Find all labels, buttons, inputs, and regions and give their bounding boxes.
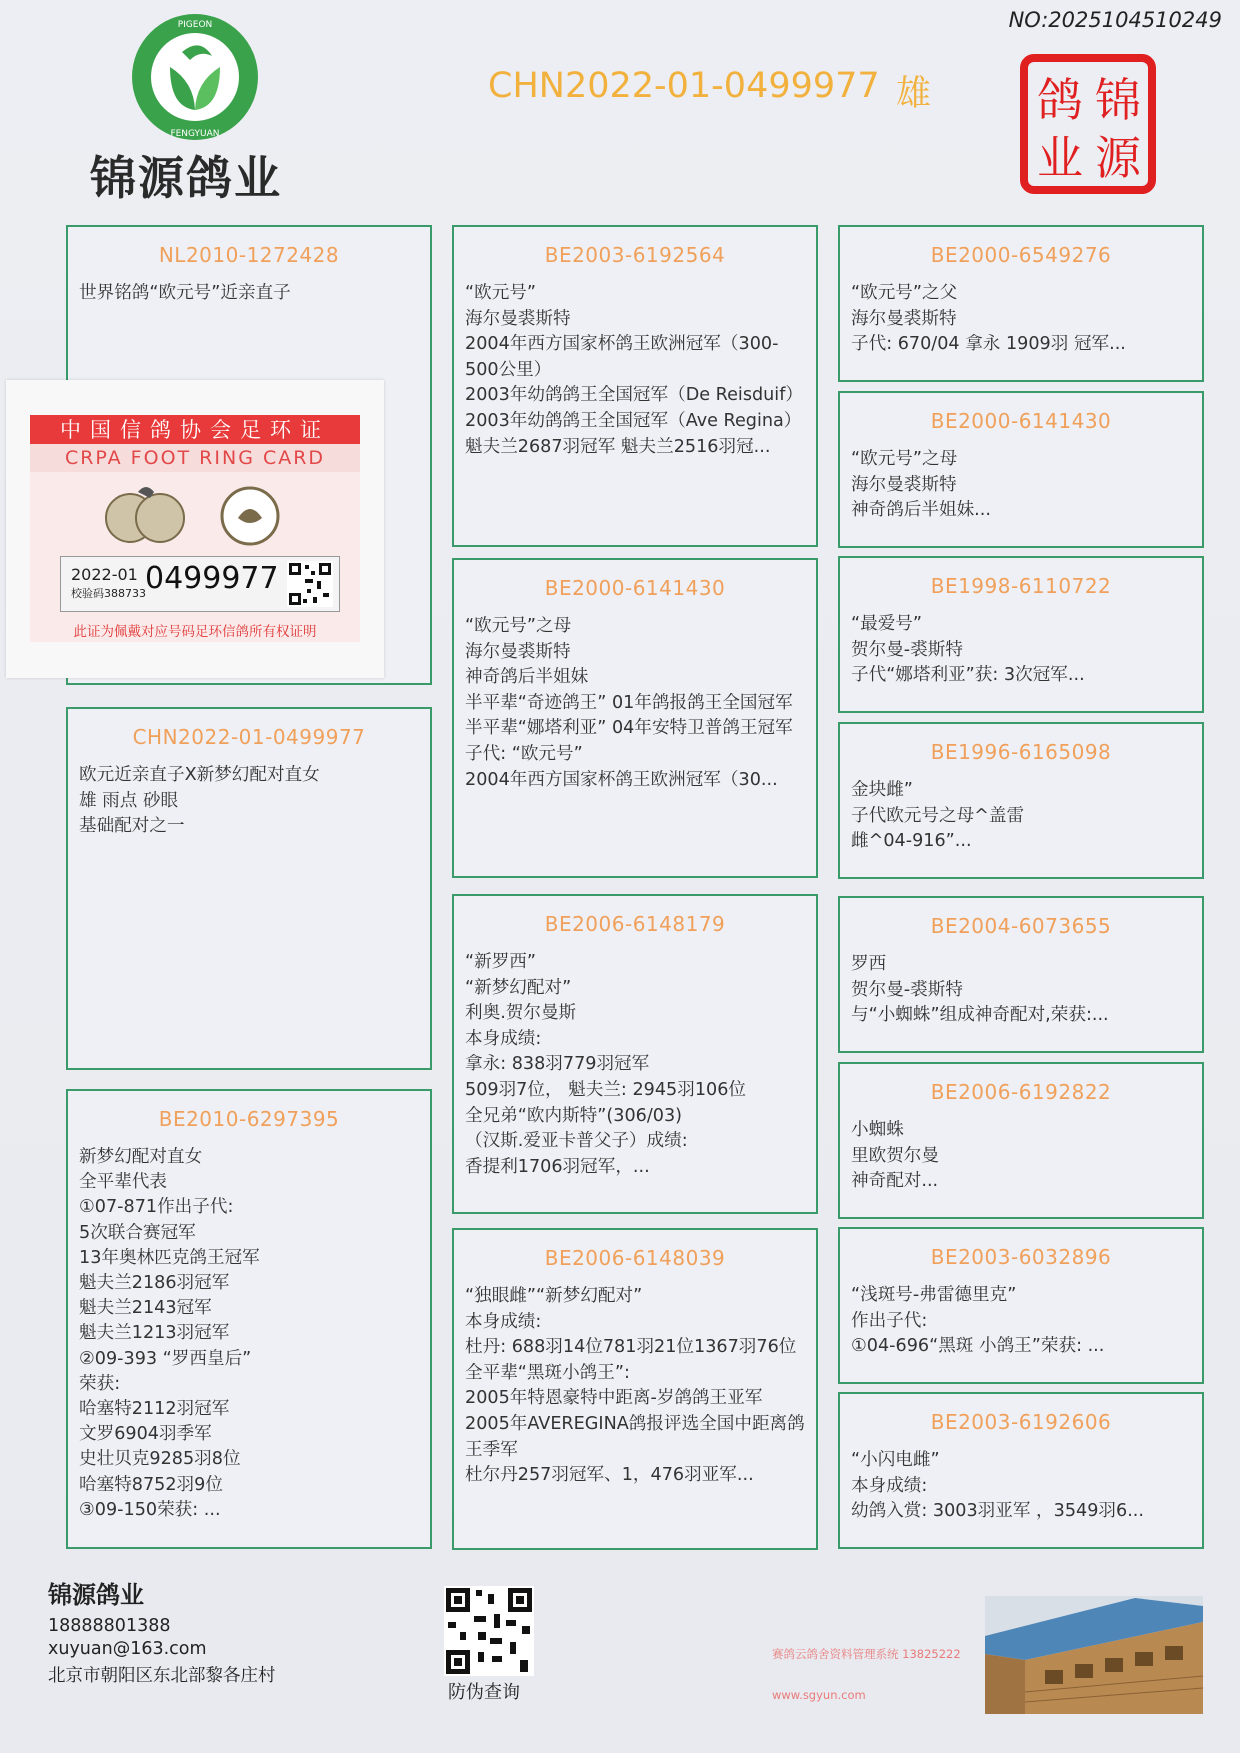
card-line: 神奇鸽后半姐妹... — [851, 500, 991, 521]
card-line: 子代: 670/04 拿永 1909羽 冠军... — [851, 334, 1126, 355]
card-ring-number: BE2003-6192606 — [930, 1410, 1112, 1434]
card-line: “欧元号”之母 — [851, 449, 958, 469]
card-line: 全平辈代表 — [79, 1172, 167, 1193]
ring-card-number: 0499977 — [145, 561, 279, 596]
card-line: ①07-871作出子代: — [79, 1197, 234, 1218]
card-ring-number: BE2003-6192564 — [544, 243, 726, 267]
card-line: 5次联合赛冠军 — [79, 1222, 196, 1243]
card-line: ②09-393 “罗西皇后” — [79, 1348, 252, 1369]
card-line: 贺尔曼-裘斯特 — [851, 639, 963, 660]
card-line: 金块雌” — [851, 780, 913, 800]
card-line: 雄 雨点 砂眼 — [79, 790, 179, 811]
main-sex: 雄 — [896, 74, 932, 114]
card-line: 半平辈“奇迹鸽王” 01年鸽报鸽王全国冠军 — [465, 692, 793, 713]
ring-card-qr-icon — [287, 561, 333, 607]
card-line: 雌^04-916”... — [851, 831, 972, 852]
card-line: “欧元号”之母 — [465, 616, 572, 636]
fengyuan-logo-icon — [130, 12, 260, 142]
card-line: 与“小蜘蛛”组成神奇配对,荣获:... — [851, 1005, 1109, 1026]
card-line: “小闪电雌” — [851, 1450, 940, 1470]
card-line: 子代欧元号之母^盖雷 — [851, 805, 1025, 826]
card-line: 贺尔曼-裘斯特 — [851, 979, 963, 1000]
red-seal-stamp — [1018, 52, 1158, 196]
card-ring-number: BE2000-6141430 — [544, 576, 726, 600]
footer-phone: 18888801388 — [48, 1616, 171, 1636]
card-ring-number: BE1996-6165098 — [930, 740, 1112, 764]
pedigree-card-ggp-4 — [838, 722, 1204, 879]
card-line: 2005年AVEREGINA鸽报评选全国中距离鸽王季军 — [465, 1413, 805, 1460]
card-line: 新梦幻配对直女 — [79, 1147, 203, 1167]
globe-emblem-icon — [100, 478, 200, 548]
card-line: 海尔曼裘斯特 — [465, 308, 571, 329]
card-line: 13年奥林匹克鸽王冠军 — [79, 1247, 260, 1268]
card-line: 基础配对之一 — [79, 816, 185, 837]
ring-card-title: 中国信鸽协会足环证 — [30, 415, 360, 445]
card-line: 哈塞特8752羽9位 — [79, 1474, 223, 1495]
card-line: 2003年幼鸽鸽王全国冠军（De Reisduif） — [465, 385, 803, 406]
card-ring-number: BE1998-6110722 — [930, 574, 1112, 598]
card-line: 利奥.贺尔曼斯 — [465, 1003, 577, 1024]
footer-address: 北京市朝阳区东北部黎各庄村 — [48, 1666, 276, 1686]
pedigree-card-ggp-3 — [838, 556, 1204, 713]
footer-brand: 锦源鸽业 — [48, 1581, 144, 1609]
ring-card-subtitle: CRPA FOOT RING CARD — [30, 444, 360, 472]
card-ring-number: NL2010-1272428 — [158, 243, 340, 267]
card-ring-number: BE2006-6148039 — [544, 1246, 726, 1270]
card-line: 幼鸽入赏: 3003羽亚军 ，3549羽6... — [851, 1501, 1144, 1522]
card-line: 本身成绩: — [851, 1475, 928, 1496]
svg-text:业: 业 — [1037, 131, 1083, 185]
card-line: 杜尔丹257羽冠军、1，476羽亚军... — [465, 1465, 754, 1486]
card-line: 作出子代: — [851, 1310, 928, 1331]
card-line: “浅斑号-弗雷德里克” — [851, 1285, 1017, 1305]
card-line: 神奇鸽后半姐妹 — [465, 667, 589, 688]
card-line: 魁夫兰2687羽冠军 魁夫兰2516羽冠... — [465, 436, 771, 457]
card-line: （汉斯.爱亚卡普父子）成绩: — [465, 1131, 688, 1152]
svg-text:FENGYUAN: FENGYUAN — [170, 129, 220, 139]
card-line: 里欧贺尔曼 — [851, 1145, 939, 1166]
system-text: 赛鸽云鸽舍资料管理系统 13825222 — [772, 1647, 961, 1661]
card-line: “欧元号” — [465, 283, 537, 303]
card-line: 海尔曼裘斯特 — [851, 308, 957, 329]
pedigree-card-subject — [66, 707, 432, 1070]
card-line: 2005年特恩豪特中距离-岁鸽鸽王亚军 — [465, 1388, 763, 1409]
card-line: “独眼雌”“新梦幻配对” — [465, 1286, 643, 1306]
card-ring-number: BE2006-6192822 — [930, 1080, 1112, 1104]
crpa-emblem-icon — [220, 486, 280, 546]
pedigree-card-ggp-6 — [838, 1062, 1204, 1219]
card-line: “新罗西” — [465, 952, 537, 972]
card-ring-number: BE2004-6073655 — [930, 914, 1112, 938]
card-line: 本身成绩: — [465, 1311, 542, 1332]
card-line: 欧元近亲直子X新梦幻配对直女 — [79, 765, 320, 785]
card-ring-number: BE2000-6141430 — [930, 409, 1112, 433]
pedigree-card-ggp-2 — [838, 391, 1204, 548]
anti-counterfeit-qr-icon[interactable] — [444, 1586, 534, 1676]
card-line: 2004年西方国家杯鸽王欧洲冠军（30... — [465, 769, 778, 790]
card-ring-number: BE2006-6148179 — [544, 912, 726, 936]
svg-text:锦: 锦 — [1095, 73, 1141, 127]
card-line: 2003年幼鸽鸽王全国冠军（Ave Regina） — [465, 410, 802, 431]
card-line: 神奇配对... — [851, 1171, 939, 1192]
pedigree-card-dam-sire — [452, 894, 818, 1214]
card-line: 小蜘蛛 — [851, 1120, 904, 1140]
card-line: 文罗6904羽季军 — [79, 1424, 212, 1445]
card-line: 魁夫兰2186羽冠军 — [79, 1273, 230, 1294]
card-line: 海尔曼裘斯特 — [851, 474, 957, 495]
card-line: ③09-150荣获: ... — [79, 1499, 221, 1520]
card-line: 哈塞特2112羽冠军 — [79, 1399, 230, 1420]
pigeon-loft-photo — [985, 1596, 1203, 1714]
svg-text:源: 源 — [1095, 131, 1141, 185]
svg-text:鸽: 鸽 — [1037, 73, 1083, 127]
card-line: 魁夫兰2143冠军 — [79, 1298, 212, 1319]
main-ring-number: CHN2022-01-0499977 — [488, 66, 880, 106]
pedigree-card-grandsire — [452, 225, 818, 547]
card-line: 2004年西方国家杯鸽王欧洲冠军（300-500公里） — [465, 334, 779, 380]
certificate-number: NO:2025104510249 — [1008, 8, 1222, 32]
card-line: 杜丹: 688羽14位781羽21位1367羽76位 — [465, 1337, 797, 1358]
card-line: ①04-696“黑斑 小鸽王”荣获: ... — [851, 1336, 1105, 1357]
qr-label: 防伪查询 — [448, 1682, 520, 1703]
card-line: 子代“娜塔利亚”获: 3次冠军... — [851, 665, 1085, 686]
card-line: 509羽7位， 魁夫兰: 2945羽106位 — [465, 1079, 746, 1100]
pedigree-card-ggp-7 — [838, 1227, 1204, 1384]
pedigree-card-granddam — [452, 558, 818, 878]
ring-card-year: 2022-01 — [71, 565, 138, 584]
card-line: 本身成绩: — [465, 1028, 542, 1049]
card-ring-number: BE2003-6032896 — [930, 1245, 1112, 1269]
card-ring-number: BE2000-6549276 — [930, 243, 1112, 267]
card-line: “欧元号”之父 — [851, 283, 958, 303]
site-url[interactable]: www.sgyun.com — [772, 1688, 866, 1702]
card-line: 拿永: 838羽779羽冠军 — [465, 1054, 650, 1075]
card-line: 香提利1706羽冠军，... — [465, 1156, 650, 1177]
card-ring-number: BE2010-6297395 — [158, 1107, 340, 1131]
foot-ring-card — [6, 380, 384, 678]
card-line: 子代: “欧元号” — [465, 743, 583, 764]
pedigree-card-ggp-1 — [838, 225, 1204, 382]
card-ring-number: CHN2022-01-0499977 — [132, 725, 366, 749]
pedigree-card-dam-dam — [452, 1228, 818, 1550]
brand-title: 锦源鸽业 — [90, 151, 282, 205]
card-line: 罗西 — [851, 954, 887, 974]
card-line: “最爱号” — [851, 614, 923, 634]
card-line: 全平辈“黑斑小鸽王”: — [465, 1362, 630, 1383]
svg-text:PIGEON: PIGEON — [177, 20, 213, 30]
card-line: 海尔曼裘斯特 — [465, 641, 571, 662]
pedigree-card-ggp-8 — [838, 1392, 1204, 1549]
card-line: “新梦幻配对” — [465, 977, 572, 998]
card-line: 全兄弟“欧内斯特”(306/03) — [465, 1105, 683, 1126]
ring-card-number-box — [60, 556, 340, 612]
card-line: 魁夫兰1213羽冠军 — [79, 1323, 230, 1344]
card-line: 荣获: — [79, 1373, 121, 1394]
card-line: 世界铭鸽“欧元号”近亲直子 — [79, 283, 291, 303]
ring-card-footer: 此证为佩戴对应号码足环信鸽所有权证明 — [73, 624, 317, 640]
pedigree-card-dam — [66, 1089, 432, 1549]
ring-card-check-code: 校验码388733 — [71, 587, 146, 600]
pedigree-card-ggp-5 — [838, 896, 1204, 1053]
card-line: 半平辈“娜塔利亚” 04年安特卫普鸽王冠军 — [465, 718, 793, 739]
card-line: 史壮贝克9285羽8位 — [79, 1449, 241, 1470]
footer-email: xuyuan@163.com — [48, 1639, 207, 1659]
